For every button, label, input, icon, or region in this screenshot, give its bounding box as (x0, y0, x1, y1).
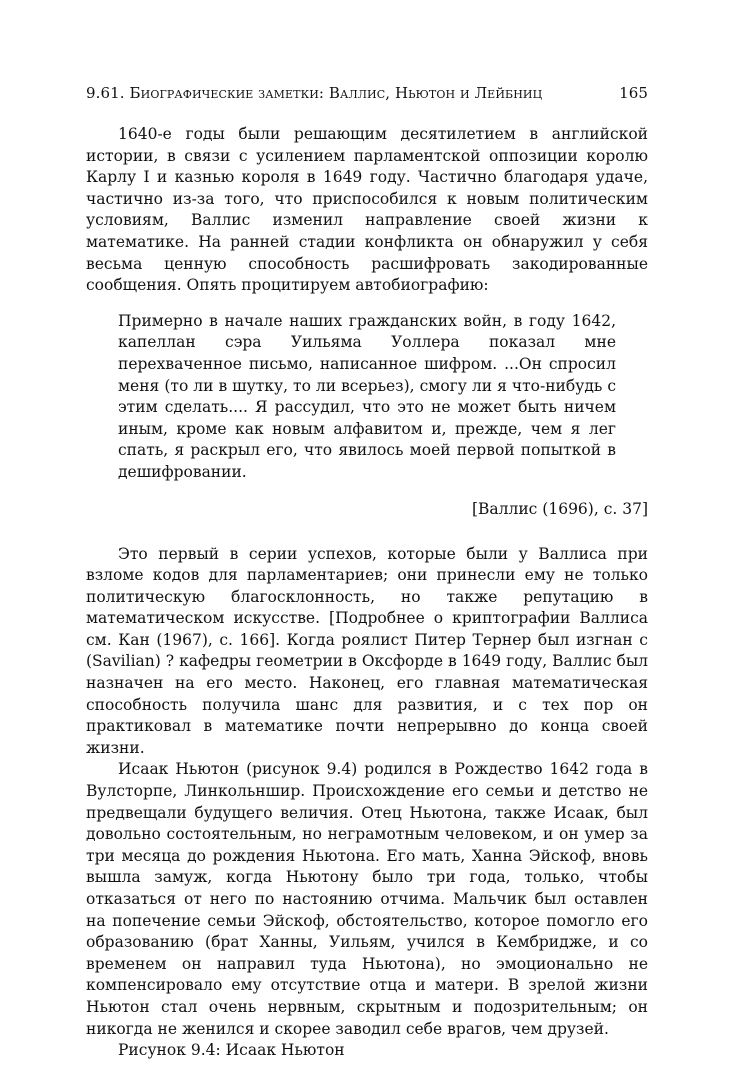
block-quote (118, 311, 616, 484)
running-head (86, 82, 648, 104)
page-number: 165 (619, 84, 648, 102)
section-number: 9.61. (86, 84, 125, 102)
paragraph-newton: Исаак Ньютон (рисунок 9.4) родился в Рождество 1642 года в Вулсторпе, Линкольншир. Происхождение его семьи и детство не предвещали будущего величия. Отец Ньютона, также Исаак, был довольно состоятельным, но неграмотным человеком, и он умер за три месяца до рождения Ньютона. Его мать, Ханна Эйскоф, вновь вышла замуж, когда Ньютону было три года, только, чтобы отказаться от него по настоянию отчима. Мальчик был оставлен на попечение семьи Эйскоф, обстоятельство, которое помогло его образованию (брат Ханны, Уильям, учился в Кембридже, и со временем он направил туда Ньютона), но эмоционально не компенсировало ему отсутствие отца и матери. В зрелой жизни Ньютон стал очень нервным, скрытным и подозрительным; он никогда не женился и скорее заводил себе врагов, чем друзей. (86, 760, 648, 1038)
running-head-title (86, 82, 542, 104)
paragraph-wallis-codes: Это первый в серии успехов, которые были у Валлиса при взломе кодов для парламентариев; они принесли ему не только политическую благосклонность, но также репутацию в математическом искусстве. [Подробнее о криптографии Валлиса см. Кан (1967), с. 166]. Когда роялист Питер Тернер был изгнан с (Savilian) ? кафедры геометрии в Оксфорде в 1649 году, Валлис был назначен на его место. Наконец, его главная математическая способность получила шанс для развития, и с тех пор он практиковал в математике почти непрерывно до конца своей жизни. (86, 544, 648, 757)
section-title: Биографические заметки: Валлис, Ньютон и Лейбниц (129, 84, 543, 102)
quote-text: Примерно в начале наших гражданских войн, в году 1642, капеллан сэра Уильяма Уоллера показал мне перехваченное письмо, написанное шифром. ...Он спросил меня (то ли в шутку, то ли всерьез), смогу ли я что-нибудь с этим сделать.... Я рассудил, что это не может быть ничем иным, кроме как новым алфавитом и, прежде, чем я лег спать, я раскрыл его, что явилось моей первой попыткой в дешифровании. (118, 311, 616, 481)
figure-caption: Рисунок 9.4: Исаак Ньютон (118, 1041, 345, 1060)
quote-citation: [Валлис (1696), с. 37] (471, 499, 648, 518)
paragraph-intro: 1640-е годы были решающим десятилетием в английской истории, в связи с усилением парламентской оппозиции королю Карлу I и казнью короля в 1649 году. Частично благодаря удаче, частично из-за того, что приспособился к новым политическим условиям, Валлис изменил направление своей жизни к математике. На ранней стадии конфликта он обнаружил у себя весьма ценную способность расшифровать закодированные сообщения. Опять процитируем автобиографию: (86, 125, 648, 295)
page (86, 82, 648, 1062)
